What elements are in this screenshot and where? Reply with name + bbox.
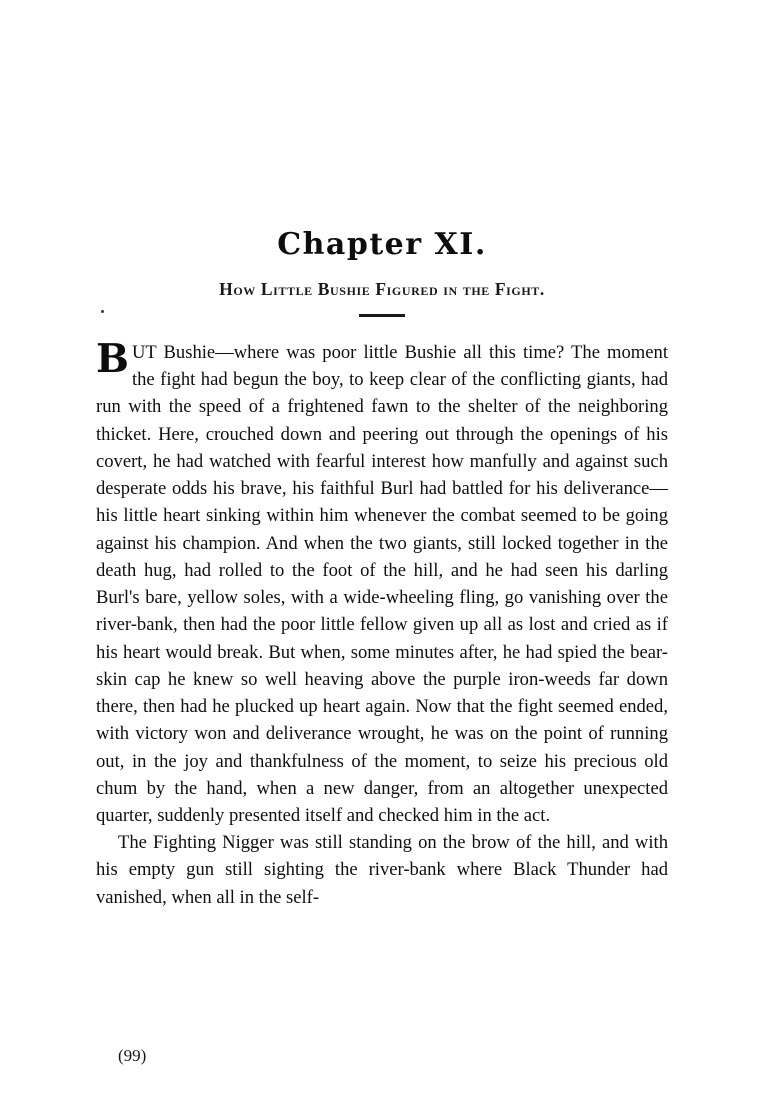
body-text bbox=[96, 336, 668, 911]
paragraph-2-body: The Fighting Nigger was still standing on the brow of the hill, and with his empty gun still sighting the river-bank where Black Thunder had vanished, when all in the self- bbox=[96, 832, 668, 908]
paragraph-1 bbox=[96, 336, 668, 829]
section-divider bbox=[359, 314, 405, 317]
paragraph-1-first-line: UT Bushie—where was poor little Bushie all this time? bbox=[131, 342, 565, 363]
drop-cap-letter: B bbox=[96, 336, 129, 382]
paragraph-1-body: The moment the fight had begun the boy, to keep clear of the conflicting giants, had run with the speed of a frightened fawn to the shelter of the neighboring thicket. Here, crouched down and peering out through the openings of his covert, he had watched with fearful interest how manfully and against such desperate odds his brave, his faithful Burl had battled for his deliverance—his little heart sinking within him whenever the combat seemed to be going against his champion. And when the two giants, still locked together in the death hug, had rolled to the foot of the hill, and he had seen his darling Burl's bare, yellow soles, with a wide-wheeling fling, go vanishing over the river-bank, then had the poor little fellow given up all as lost and cried as if his heart would break. But when, some minutes after, he had spied the bear-skin cap he knew so well heaving above the purple iron-weeds far down there, then had he plucked up heart again. Now that the fight seemed ended, with victory won and deliverance wrought, he was on the point of running out, in the joy and thankfulness of the moment, to seize his precious old chum by the hand, when a new danger, from an altogether unexpected quarter, suddenly presented itself and checked him in the act. bbox=[96, 342, 668, 826]
page-number: (99) bbox=[118, 1046, 147, 1065]
chapter-subtitle: How Little Bushie Figured in the Fight. bbox=[219, 279, 545, 299]
page-content bbox=[96, 228, 668, 911]
chapter-title: Chapter XI. bbox=[277, 227, 487, 262]
paragraph-2 bbox=[96, 829, 668, 911]
